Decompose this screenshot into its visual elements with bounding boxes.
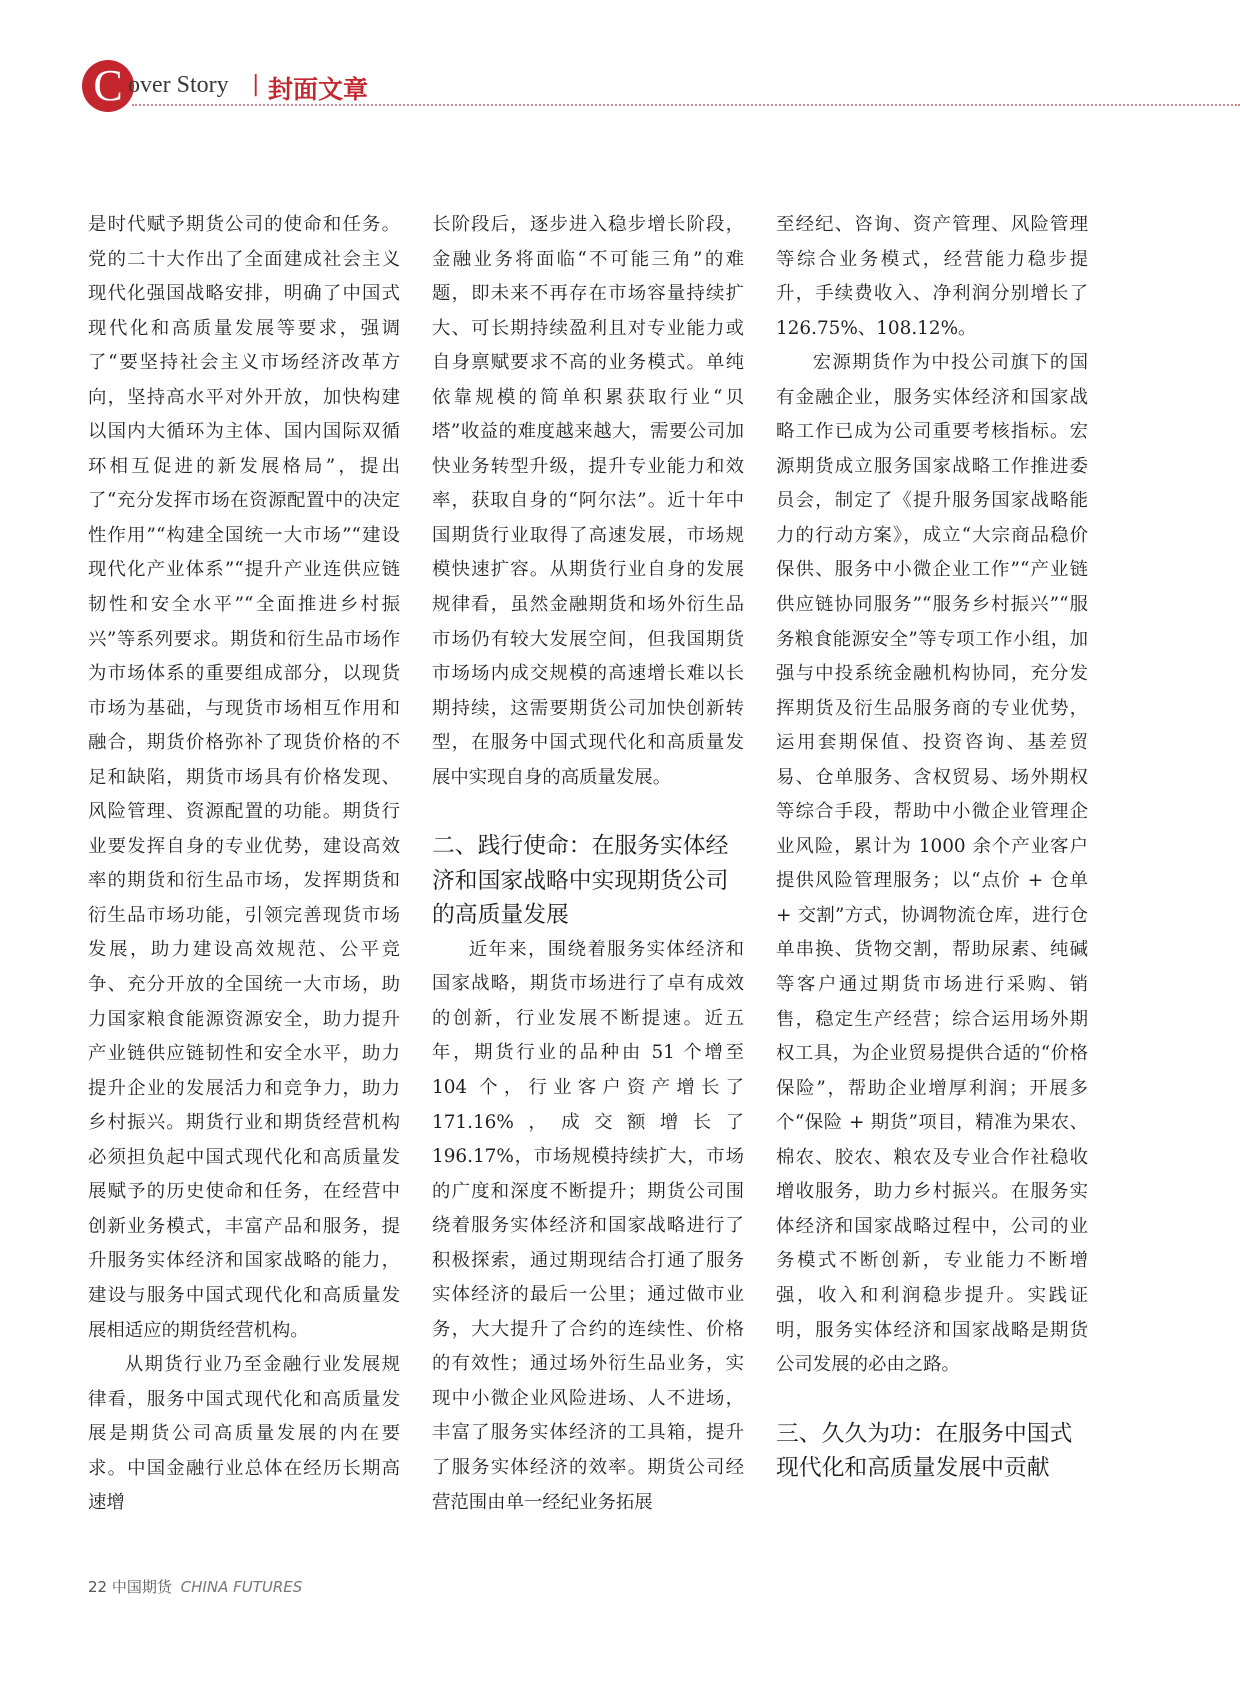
- header-dotted-rule: [132, 104, 1240, 106]
- paragraph: 近年来，围绕着服务实体经济和国家战略，期货市场进行了卓有成效的创新，行业发展不断提速。近五年，期货行业的品种由 51 个增至 104 个，行业客户资产增长了 171.16%，成交额增长了 196.17%，市场规模持续扩大，市场的广度和深度不断提升；期货公司围绕着服务实体经济和国家战略进行了积极探索，通过期现结合打通了服务实体经济的最后一公里；通过做市业务，大大提升了合约的连续性、价格的有效性；通过场外衍生品业务，实现中小微企业风险进场、人不进场，丰富了服务实体经济的工具箱，提升了服务实体经济的效率。期货公司经营范围由单一经纪业务拓展: [432, 938, 744, 1513]
- column-1: [88, 208, 400, 1521]
- section-title-en: over Story: [128, 72, 229, 98]
- column-2: [432, 208, 744, 1520]
- column-3: [776, 208, 1088, 1486]
- paragraph: 从期货行业乃至金融行业发展规律看，服务中国式现代化和高质量发展是期货公司高质量发展的内在要求。中国金融行业总体在经历长期高速增: [88, 1354, 400, 1514]
- page-footer: [88, 1576, 302, 1597]
- magazine-name-cn: 中国期货: [111, 1578, 172, 1596]
- paragraph: 宏源期货作为中投公司旗下的国有金融企业，服务实体经济和国家战略工作已成为公司重要考核指标。宏源期货成立服务国家战略工作推进委员会，制定了《提升服务国家战略能力的行动方案》，成立“大宗商品稳价保供、服务中小微企业工作”“产业链供应链协同服务”“服务乡村振兴”“服务粮食能源安全”等专项工作小组，加强与中投系统金融机构协同，充分发挥期货及衍生品服务商的专业优势，运用套期保值、投资咨询、基差贸易、仓单服务、含权贸易、场外期权等综合手段，帮助中小微企业管理企业风险，累计为 1000 余个产业客户提供风险管理服务；以“点价 + 仓单 + 交割”方式，协调物流仓库，进行仓单串换、货物交割，帮助尿素、纯碱等客户通过期货市场进行采购、销售，稳定生产经营；综合运用场外期权工具，为企业贸易提供合适的“价格保险”，帮助企业增厚利润；开展多个“保险 + 期货”项目，精准为果农、棉农、胶农、粮农及专业合作社稳收增收服务，助力乡村振兴。在服务实体经济和国家战略过程中，公司的业务模式不断创新，专业能力不断增强，收入和利润稳步提升。实践证明，服务实体经济和国家战略是期货公司发展的必由之路。: [776, 352, 1088, 1376]
- paragraph: 是时代赋予期货公司的使命和任务。党的二十大作出了全面建成社会主义现代化强国战略安排，明确了中国式现代化和高质量发展等要求，强调了“要坚持社会主义市场经济改革方向，坚持高水平对外开放，加快构建以国内大循环为主体、国内国际双循环相互促进的新发展格局”，提出了“充分发挥市场在资源配置中的决定性作用”“构建全国统一大市场”“建设现代化产业体系”“提升产业连供应链韧性和安全水平”“全面推进乡村振兴”等系列要求。期货和衍生品市场作为市场体系的重要组成部分，以现货市场为基础，与现货市场相互作用和融合，期货价格弥补了现货价格的不足和缺陷，期货市场具有价格发现、风险管理、资源配置的功能。期货行业要发挥自身的专业优势，建设高效率的期货和衍生品市场，发挥期货和衍生品市场功能，引领完善现货市场发展，助力建设高效规范、公平竞争、充分开放的全国统一大市场，助力国家粮食能源资源安全，助力提升产业链供应链韧性和安全水平，助力提升企业的发展活力和竞争力，助力乡村振兴。期货行业和期货经营机构必须担负起中国式现代化和高质量发展赋予的历史使命和任务，在经营中创新业务模式，丰富产品和服务，提升服务实体经济和国家战略的能力，建设与服务中国式现代化和高质量发展相适应的期货经营机构。: [88, 214, 400, 1341]
- page-header: [82, 58, 1240, 118]
- header-separator: |: [252, 72, 260, 97]
- paragraph: 长阶段后，逐步进入稳步增长阶段，金融业务将面临“不可能三角”的难题，即未来不再存在市场容量持续扩大、可长期持续盈利且对专业能力或自身禀赋要求不高的业务模式。单纯依靠规模的简单积累获取行业“贝塔”收益的难度越来越大，需要公司加快业务转型升级，提升专业能力和效率，获取自身的“阿尔法”。近十年中国期货行业取得了高速发展，市场规模快速扩容。从期货行业自身的发展规律看，虽然金融期货和场外衍生品市场仍有较大发展空间，但我国期货市场场内成交规模的高速增长难以长期持续，这需要期货公司加快创新转型，在服务中国式现代化和高质量发展中实现自身的高质量发展。: [432, 214, 744, 788]
- section-heading-3: 三、久久为功：在服务中国式现代化和高质量发展中贡献: [776, 1420, 1073, 1482]
- paragraph: 至经纪、咨询、资产管理、风险管理等综合业务模式，经营能力稳步提升，手续费收入、净利润分别增长了 126.75%、108.12%。: [776, 214, 1088, 339]
- page-number: 22: [88, 1578, 108, 1596]
- magazine-name-en: CHINA FUTURES: [180, 1578, 303, 1596]
- section-heading-2: 二、践行使命：在服务实体经济和国家战略中实现期货公司的高质量发展: [432, 833, 729, 929]
- cover-story-logo: C: [82, 60, 134, 112]
- section-title-cn: 封面文章: [268, 75, 369, 104]
